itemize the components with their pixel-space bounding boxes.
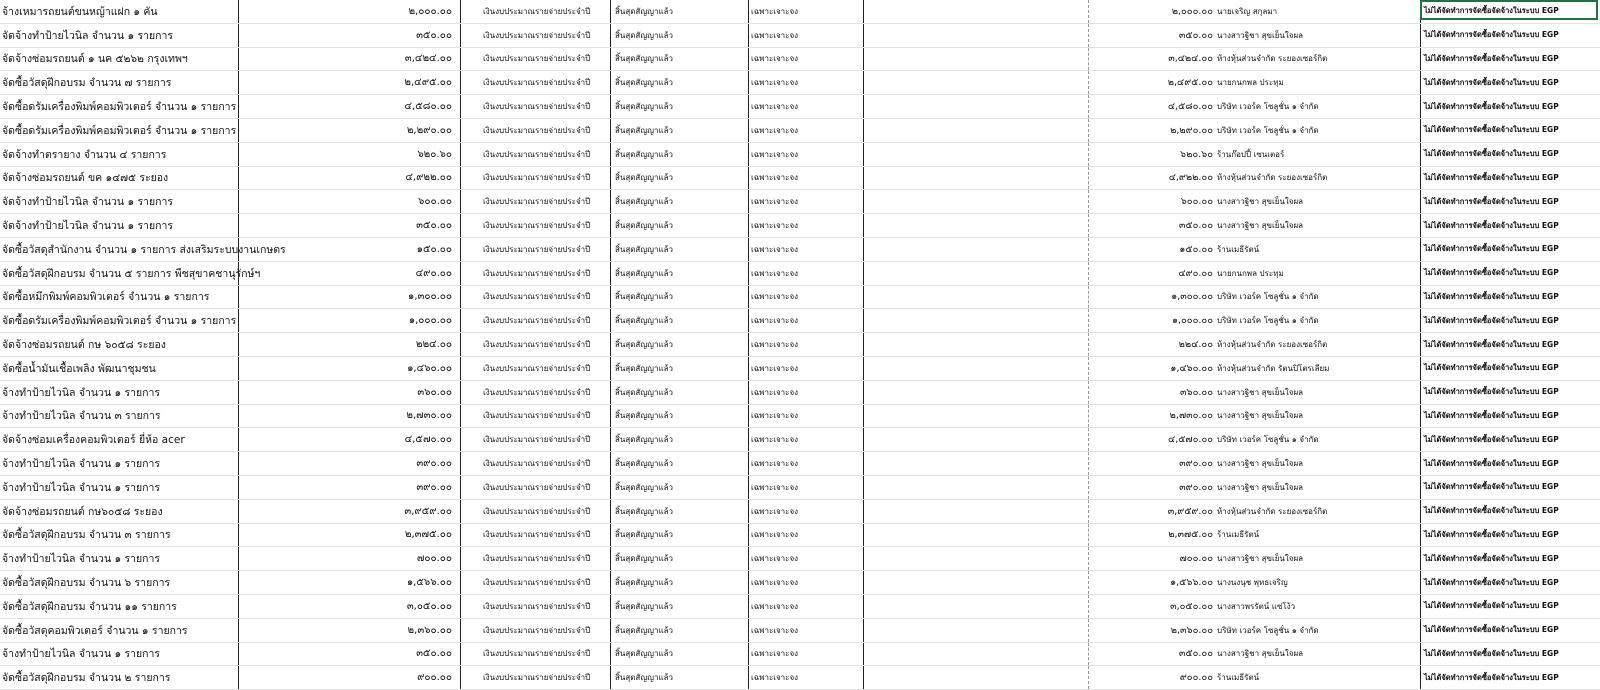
empty-cell[interactable] — [863, 286, 1088, 309]
item-name-cell[interactable]: จัดจ้างทำป้ายไวนิล จำนวน ๑ รายการ — [2, 196, 174, 209]
item-name-cell[interactable]: จัดจ้างซ่อมรถยนต์ กษ๖๐๕๘ ระยอง — [2, 505, 163, 518]
table-row — [0, 571, 1600, 595]
table-row — [0, 428, 1600, 452]
budget-cell[interactable]: ๖๒๐.๖๐ — [238, 143, 460, 166]
contract-status-cell[interactable]: สิ้นสุดสัญญาแล้ว — [610, 286, 748, 309]
egp-note-cell[interactable]: ไม่ได้จัดทำการจัดซื้อจัดจ้างในระบบ EGP — [1420, 309, 1600, 332]
item-name-cell[interactable]: จัดจ้างทำป้ายไวนิล จำนวน ๑ รายการ — [2, 29, 174, 42]
contract-status-cell[interactable]: สิ้นสุดสัญญาแล้ว — [610, 95, 748, 118]
contract-status-cell[interactable]: สิ้นสุดสัญญาแล้ว — [610, 214, 748, 237]
procurement-method-cell[interactable]: เฉพาะเจาะจง — [748, 428, 863, 451]
empty-cell[interactable] — [863, 428, 1088, 451]
contract-status-cell[interactable]: สิ้นสุดสัญญาแล้ว — [610, 666, 748, 689]
budget-cell[interactable]: ๔,๕๘๐.๐๐ — [238, 95, 460, 118]
budget-cell[interactable]: ๒,๐๐๐.๐๐ — [238, 0, 460, 23]
fund-source-cell[interactable]: เงินงบประมาณรายจ่ายประจำปี — [460, 309, 610, 332]
contract-amount-cell[interactable]: ๓,๐๕๐.๐๐ — [1088, 595, 1215, 618]
item-name-cell[interactable]: จัดจ้างซ่อมรถยนต์ กษ ๖๐๕๘ ระยอง — [2, 339, 166, 352]
vendor-cell[interactable]: บริษัท เวอร์ค โซลูชั่น ๑ จำกัด — [1217, 102, 1319, 112]
budget-cell[interactable]: ๓๙๐.๐๐ — [238, 476, 460, 499]
budget-cell[interactable]: ๒,๗๓๐.๐๐ — [238, 405, 460, 428]
vendor-cell[interactable]: ห้างหุ้นส่วนจำกัด ระยองเซอร์กิต — [1217, 340, 1328, 350]
procurement-method-cell[interactable]: เฉพาะเจาะจง — [748, 0, 863, 23]
contract-amount-cell[interactable]: ๓๙๐.๐๐ — [1088, 476, 1215, 499]
budget-cell[interactable]: ๒,๓๖๐.๐๐ — [238, 619, 460, 642]
vendor-cell[interactable]: นางสาวฐิชา สุขเย็นใจผล — [1217, 387, 1304, 397]
procurement-method-cell[interactable]: เฉพาะเจาะจง — [748, 500, 863, 523]
contract-status-cell[interactable]: สิ้นสุดสัญญาแล้ว — [610, 428, 748, 451]
empty-cell[interactable] — [863, 571, 1088, 594]
contract-status-cell[interactable]: สิ้นสุดสัญญาแล้ว — [610, 119, 748, 142]
contract-amount-cell[interactable]: ๓๙๐.๐๐ — [1088, 452, 1215, 475]
budget-cell[interactable]: ๓๙๐.๐๐ — [238, 452, 460, 475]
table-row — [0, 619, 1600, 643]
egp-note-cell[interactable]: ไม่ได้จัดทำการจัดซื้อจัดจ้างในระบบ EGP — [1420, 262, 1600, 285]
empty-cell[interactable] — [863, 357, 1088, 380]
empty-cell[interactable] — [863, 595, 1088, 618]
procurement-method-cell[interactable]: เฉพาะเจาะจง — [748, 95, 863, 118]
item-name-cell[interactable]: จัดซื้อดรัมเครื่องพิมพ์คอมพิวเตอร์ จำนวน ๑ รายการ — [2, 124, 237, 137]
egp-note-cell[interactable]: ไม่ได้จัดทำการจัดซื้อจัดจ้างในระบบ EGP — [1420, 119, 1600, 142]
empty-cell[interactable] — [863, 524, 1088, 547]
empty-cell[interactable] — [863, 381, 1088, 404]
item-name-cell[interactable]: จ้างทำป้ายไวนิล จำนวน ๑ รายการ — [2, 458, 161, 471]
contract-status-cell[interactable]: สิ้นสุดสัญญาแล้ว — [610, 24, 748, 47]
item-name-cell[interactable]: จัดซื้อวัสดุฝึกอบรม จำนวน ๗ รายการ — [2, 77, 172, 90]
item-name-cell[interactable]: จัดซื้อวัสดุสำนักงาน จำนวน ๑ รายการ ส่งเสริมระบบงานเกษตร — [2, 243, 286, 256]
contract-amount-cell[interactable]: ๔,๕๗๐.๐๐ — [1088, 428, 1215, 451]
egp-note-cell[interactable]: ไม่ได้จัดทำการจัดซื้อจัดจ้างในระบบ EGP — [1420, 571, 1600, 594]
contract-status-cell[interactable]: สิ้นสุดสัญญาแล้ว — [610, 524, 748, 547]
contract-status-cell[interactable]: สิ้นสุดสัญญาแล้ว — [610, 452, 748, 475]
egp-note-cell[interactable]: ไม่ได้จัดทำการจัดซื้อจัดจ้างในระบบ EGP — [1420, 643, 1600, 666]
contract-amount-cell[interactable]: ๔๙๐.๐๐ — [1088, 262, 1215, 285]
vendor-cell[interactable]: ร้านเมธีรัตน์ — [1217, 530, 1260, 540]
contract-amount-cell[interactable]: ๙๐๐.๐๐ — [1088, 666, 1215, 689]
fund-source-cell[interactable]: เงินงบประมาณรายจ่ายประจำปี — [460, 214, 610, 237]
item-name-cell[interactable]: จัดซื้อวัสดุคอมพิวเตอร์ จำนวน ๑ รายการ — [2, 624, 188, 637]
table-row — [0, 262, 1600, 286]
item-name-cell[interactable]: จ้างทำป้ายไวนิล จำนวน ๓ รายการ — [2, 410, 161, 423]
contract-amount-cell[interactable]: ๑,๓๐๐.๐๐ — [1088, 286, 1215, 309]
budget-cell[interactable]: ๓๕๐.๐๐ — [238, 643, 460, 666]
vendor-cell[interactable]: นายกนกพล ประทุม — [1217, 268, 1284, 278]
fund-source-cell[interactable]: เงินงบประมาณรายจ่ายประจำปี — [460, 500, 610, 523]
budget-cell[interactable]: ๒,๓๗๕.๐๐ — [238, 524, 460, 547]
empty-cell[interactable] — [863, 167, 1088, 190]
vendor-cell[interactable]: นางสาวฐิชา สุขเย็นใจผล — [1217, 221, 1304, 231]
contract-status-cell[interactable]: สิ้นสุดสัญญาแล้ว — [610, 500, 748, 523]
empty-cell[interactable] — [863, 238, 1088, 261]
item-name-cell[interactable]: จัดจ้างทำป้ายไวนิล จำนวน ๑ รายการ — [2, 220, 174, 233]
vendor-cell[interactable]: นางสาวพรรัตน์ แซ่โง้ว — [1217, 601, 1296, 611]
egp-note-cell[interactable]: ไม่ได้จัดทำการจัดซื้อจัดจ้างในระบบ EGP — [1420, 476, 1600, 499]
empty-cell[interactable] — [863, 0, 1088, 23]
egp-note-cell[interactable]: ไม่ได้จัดทำการจัดซื้อจัดจ้างในระบบ EGP — [1420, 500, 1600, 523]
budget-cell[interactable]: ๔,๕๗๐.๐๐ — [238, 428, 460, 451]
budget-cell[interactable]: ๓๖๐.๐๐ — [238, 381, 460, 404]
empty-cell[interactable] — [863, 476, 1088, 499]
item-name-cell[interactable]: จัดซื้อวัสดุฝึกอบรม จำนวน ๖ รายการ — [2, 577, 171, 590]
vendor-cell[interactable]: บริษัท เวอร์ค โซลูชั่น ๑ จำกัด — [1217, 292, 1319, 302]
procurement-method-cell[interactable]: เฉพาะเจาะจง — [748, 309, 863, 332]
contract-amount-cell[interactable]: ๑๕๐.๐๐ — [1088, 238, 1215, 261]
egp-note-cell[interactable]: ไม่ได้จัดทำการจัดซื้อจัดจ้างในระบบ EGP — [1420, 24, 1600, 47]
contract-amount-cell[interactable]: ๓๕๐.๐๐ — [1088, 214, 1215, 237]
table-row — [0, 0, 1600, 24]
procurement-method-cell[interactable]: เฉพาะเจาะจง — [748, 524, 863, 547]
table-row — [0, 214, 1600, 238]
item-name-cell[interactable]: จ้างทำป้ายไวนิล จำนวน ๑ รายการ — [2, 386, 161, 399]
egp-note-cell[interactable]: ไม่ได้จัดทำการจัดซื้อจัดจ้างในระบบ EGP — [1420, 95, 1600, 118]
table-row — [0, 190, 1600, 214]
vendor-cell[interactable]: นางสาวฐิชา สุขเย็นใจผล — [1217, 649, 1304, 659]
procurement-method-cell[interactable]: เฉพาะเจาะจง — [748, 167, 863, 190]
egp-note-cell[interactable]: ไม่ได้จัดทำการจัดซื้อจัดจ้างในระบบ EGP — [1420, 524, 1600, 547]
budget-cell[interactable]: ๓๕๐.๐๐ — [238, 24, 460, 47]
budget-cell[interactable]: ๔,๙๒๒.๐๐ — [238, 167, 460, 190]
table-row — [0, 167, 1600, 191]
contract-amount-cell[interactable]: ๑,๔๖๐.๐๐ — [1088, 357, 1215, 380]
budget-cell[interactable]: ๓,๐๕๐.๐๐ — [238, 595, 460, 618]
contract-status-cell[interactable]: สิ้นสุดสัญญาแล้ว — [610, 309, 748, 332]
fund-source-cell[interactable]: เงินงบประมาณรายจ่ายประจำปี — [460, 71, 610, 94]
vendor-cell[interactable]: ร้านเมธีรัตน์ — [1217, 673, 1260, 683]
fund-source-cell[interactable]: เงินงบประมาณรายจ่ายประจำปี — [460, 571, 610, 594]
budget-cell[interactable]: ๑๕๐.๐๐ — [238, 238, 460, 261]
empty-cell[interactable] — [863, 143, 1088, 166]
table-row — [0, 666, 1600, 690]
table-row — [0, 547, 1600, 571]
item-name-cell[interactable]: จ้างเหมารถยนต์ขนหญ้าแฝก ๑ คัน — [2, 5, 158, 18]
table-row — [0, 71, 1600, 95]
budget-cell[interactable]: ๙๐๐.๐๐ — [238, 666, 460, 689]
egp-note-cell[interactable]: ไม่ได้จัดทำการจัดซื้อจัดจ้างในระบบ EGP — [1420, 286, 1600, 309]
budget-cell[interactable]: ๓,๔๒๔.๐๐ — [238, 48, 460, 71]
procurement-method-cell[interactable]: เฉพาะเจาะจง — [748, 571, 863, 594]
egp-note-cell[interactable]: ไม่ได้จัดทำการจัดซื้อจัดจ้างในระบบ EGP — [1420, 428, 1600, 451]
fund-source-cell[interactable]: เงินงบประมาณรายจ่ายประจำปี — [460, 547, 610, 570]
vendor-cell[interactable]: ห้างหุ้นส่วนจำกัด รัตนปิโตรเลียม — [1217, 363, 1330, 373]
contract-status-cell[interactable]: สิ้นสุดสัญญาแล้ว — [610, 571, 748, 594]
empty-cell[interactable] — [863, 547, 1088, 570]
contract-status-cell[interactable]: สิ้นสุดสัญญาแล้ว — [610, 0, 748, 23]
contract-status-cell[interactable]: สิ้นสุดสัญญาแล้ว — [610, 595, 748, 618]
fund-source-cell[interactable]: เงินงบประมาณรายจ่ายประจำปี — [460, 48, 610, 71]
contract-amount-cell[interactable]: ๓,๔๒๔.๐๐ — [1088, 48, 1215, 71]
empty-cell[interactable] — [863, 452, 1088, 475]
vendor-cell[interactable]: ห้างหุ้นส่วนจำกัด ระยองเซอร์กิต — [1217, 54, 1328, 64]
item-name-cell[interactable]: จัดซื้อวัสดุฝึกอบรม จำนวน ๓ รายการ — [2, 529, 171, 542]
contract-amount-cell[interactable]: ๔,๕๘๐.๐๐ — [1088, 95, 1215, 118]
empty-cell[interactable] — [863, 71, 1088, 94]
vendor-cell[interactable]: นายเจริญ สกุลมา — [1217, 6, 1278, 16]
contract-amount-cell[interactable]: ๒,๗๓๐.๐๐ — [1088, 405, 1215, 428]
table-row — [0, 524, 1600, 548]
vendor-cell[interactable]: บริษัท เวอร์ค โซลูชั่น ๑ จำกัด — [1217, 625, 1319, 635]
fund-source-cell[interactable]: เงินงบประมาณรายจ่ายประจำปี — [460, 381, 610, 404]
fund-source-cell[interactable]: เงินงบประมาณรายจ่ายประจำปี — [460, 595, 610, 618]
contract-amount-cell[interactable]: ๓๕๐.๐๐ — [1088, 643, 1215, 666]
table-row — [0, 48, 1600, 72]
contract-status-cell[interactable]: สิ้นสุดสัญญาแล้ว — [610, 619, 748, 642]
contract-status-cell[interactable]: สิ้นสุดสัญญาแล้ว — [610, 143, 748, 166]
fund-source-cell[interactable]: เงินงบประมาณรายจ่ายประจำปี — [460, 190, 610, 213]
fund-source-cell[interactable]: เงินงบประมาณรายจ่ายประจำปี — [460, 119, 610, 142]
fund-source-cell[interactable]: เงินงบประมาณรายจ่ายประจำปี — [460, 619, 610, 642]
procurement-method-cell[interactable]: เฉพาะเจาะจง — [748, 48, 863, 71]
procurement-method-cell[interactable]: เฉพาะเจาะจง — [748, 595, 863, 618]
empty-cell[interactable] — [863, 666, 1088, 689]
vendor-cell[interactable]: บริษัท เวอร์ค โซลูชั่น ๑ จำกัด — [1217, 435, 1319, 445]
contract-amount-cell[interactable]: ๒,๓๗๕.๐๐ — [1088, 524, 1215, 547]
vendor-cell[interactable]: บริษัท เวอร์ค โซลูชั่น ๑ จำกัด — [1217, 316, 1319, 326]
egp-note-cell[interactable]: ไม่ได้จัดทำการจัดซื้อจัดจ้างในระบบ EGP — [1420, 143, 1600, 166]
contract-status-cell[interactable]: สิ้นสุดสัญญาแล้ว — [610, 357, 748, 380]
budget-cell[interactable]: ๖๐๐.๐๐ — [238, 190, 460, 213]
budget-cell[interactable]: ๑,๔๖๐.๐๐ — [238, 357, 460, 380]
item-name-cell[interactable]: จัดซื้อวัสดุฝึกอบรม จำนวน ๑๑ รายการ — [2, 600, 177, 613]
table-row — [0, 500, 1600, 524]
budget-cell[interactable]: ๗๐๐.๐๐ — [238, 547, 460, 570]
empty-cell[interactable] — [863, 405, 1088, 428]
contract-amount-cell[interactable]: ๒,๐๐๐.๐๐ — [1088, 0, 1215, 23]
table-row — [0, 381, 1600, 405]
vendor-cell[interactable]: นางสาวฐิชา สุขเย็นใจผล — [1217, 459, 1304, 469]
item-name-cell[interactable]: จัดจ้างทำตรายาง จำนวน ๔ รายการ — [2, 148, 167, 161]
empty-cell[interactable] — [863, 500, 1088, 523]
item-name-cell[interactable]: จัดซื้อวัสดุฝึกอบรม จำนวน ๕ รายการ พืชสุขาคชานุรักษ์ฯ — [2, 267, 261, 280]
egp-note-cell[interactable]: ไม่ได้จัดทำการจัดซื้อจัดจ้างในระบบ EGP — [1420, 381, 1600, 404]
procurement-method-cell[interactable]: เฉพาะเจาะจง — [748, 357, 863, 380]
budget-cell[interactable]: ๑,๐๐๐.๐๐ — [238, 309, 460, 332]
vendor-cell[interactable]: บริษัท เวอร์ค โซลูชั่น ๑ จำกัด — [1217, 125, 1319, 135]
procurement-method-cell[interactable]: เฉพาะเจาะจง — [748, 24, 863, 47]
egp-note-cell[interactable]: ไม่ได้จัดทำการจัดซื้อจัดจ้างในระบบ EGP — [1420, 405, 1600, 428]
procurement-method-cell[interactable]: เฉพาะเจาะจง — [748, 333, 863, 356]
budget-cell[interactable]: ๒,๔๙๕.๐๐ — [238, 71, 460, 94]
procurement-method-cell[interactable]: เฉพาะเจาะจง — [748, 238, 863, 261]
fund-source-cell[interactable]: เงินงบประมาณรายจ่ายประจำปี — [460, 95, 610, 118]
budget-cell[interactable]: ๒๒๔.๐๐ — [238, 333, 460, 356]
egp-note-cell[interactable]: ไม่ได้จัดทำการจัดซื้อจัดจ้างในระบบ EGP — [1420, 333, 1600, 356]
contract-amount-cell[interactable]: ๑,๐๐๐.๐๐ — [1088, 309, 1215, 332]
fund-source-cell[interactable]: เงินงบประมาณรายจ่ายประจำปี — [460, 428, 610, 451]
vendor-cell[interactable]: ร้านเมธีรัตน์ — [1217, 244, 1260, 254]
egp-note-cell[interactable]: ไม่ได้จัดทำการจัดซื้อจัดจ้างในระบบ EGP — [1420, 48, 1600, 71]
empty-cell[interactable] — [863, 24, 1088, 47]
budget-cell[interactable]: ๒,๒๙๐.๐๐ — [238, 119, 460, 142]
fund-source-cell[interactable]: เงินงบประมาณรายจ่ายประจำปี — [460, 24, 610, 47]
egp-note-cell[interactable]: ไม่ได้จัดทำการจัดซื้อจัดจ้างในระบบ EGP — [1420, 0, 1600, 23]
fund-source-cell[interactable]: เงินงบประมาณรายจ่ายประจำปี — [460, 167, 610, 190]
procurement-method-cell[interactable]: เฉพาะเจาะจง — [748, 619, 863, 642]
contract-status-cell[interactable]: สิ้นสุดสัญญาแล้ว — [610, 381, 748, 404]
table-row — [0, 643, 1600, 667]
contract-amount-cell[interactable]: ๖๐๐.๐๐ — [1088, 190, 1215, 213]
procurement-method-cell[interactable]: เฉพาะเจาะจง — [748, 119, 863, 142]
item-name-cell[interactable]: จัดซื้อดรัมเครื่องพิมพ์คอมพิวเตอร์ จำนวน ๑ รายการ — [2, 101, 237, 114]
procurement-method-cell[interactable]: เฉพาะเจาะจง — [748, 381, 863, 404]
item-name-cell[interactable]: จัดซื้อดรัมเครื่องพิมพ์คอมพิวเตอร์ จำนวน ๑ รายการ — [2, 315, 237, 328]
table-row — [0, 452, 1600, 476]
procurement-method-cell[interactable]: เฉพาะเจาะจง — [748, 666, 863, 689]
budget-cell[interactable]: ๑,๕๖๖.๐๐ — [238, 571, 460, 594]
empty-cell[interactable] — [863, 119, 1088, 142]
contract-amount-cell[interactable]: ๒,๒๙๐.๐๐ — [1088, 119, 1215, 142]
empty-cell[interactable] — [863, 309, 1088, 332]
vendor-cell[interactable]: นางสาวฐิชา สุขเย็นใจผล — [1217, 554, 1304, 564]
table-row — [0, 405, 1600, 429]
fund-source-cell[interactable]: เงินงบประมาณรายจ่ายประจำปี — [460, 452, 610, 475]
procurement-method-cell[interactable]: เฉพาะเจาะจง — [748, 547, 863, 570]
table-row — [0, 357, 1600, 381]
item-name-cell[interactable]: จัดซื้อน้ำมันเชื้อเพลิง พัฒนาชุมชน — [2, 362, 156, 375]
empty-cell[interactable] — [863, 214, 1088, 237]
egp-note-cell[interactable]: ไม่ได้จัดทำการจัดซื้อจัดจ้างในระบบ EGP — [1420, 619, 1600, 642]
item-name-cell[interactable]: จัดจ้างซ่อมเครื่องคอมพิวเตอร์ ยี่ห้อ acer — [2, 434, 185, 447]
contract-status-cell[interactable]: สิ้นสุดสัญญาแล้ว — [610, 262, 748, 285]
vendor-cell[interactable]: นางสาวฐิชา สุขเย็นใจผล — [1217, 30, 1304, 40]
egp-note-cell[interactable]: ไม่ได้จัดทำการจัดซื้อจัดจ้างในระบบ EGP — [1420, 190, 1600, 213]
fund-source-cell[interactable]: เงินงบประมาณรายจ่ายประจำปี — [460, 143, 610, 166]
budget-cell[interactable]: ๓๕๐.๐๐ — [238, 214, 460, 237]
procurement-method-cell[interactable]: เฉพาะเจาะจง — [748, 476, 863, 499]
vendor-cell[interactable]: นางสาวฐิชา สุขเย็นใจผล — [1217, 411, 1304, 421]
procurement-method-cell[interactable]: เฉพาะเจาะจง — [748, 405, 863, 428]
contract-amount-cell[interactable]: ๓๕๐.๐๐ — [1088, 24, 1215, 47]
budget-cell[interactable]: ๔๙๐.๐๐ — [238, 262, 460, 285]
table-row — [0, 143, 1600, 167]
procurement-method-cell[interactable]: เฉพาะเจาะจง — [748, 643, 863, 666]
empty-cell[interactable] — [863, 190, 1088, 213]
fund-source-cell[interactable]: เงินงบประมาณรายจ่ายประจำปี — [460, 643, 610, 666]
table-row — [0, 333, 1600, 357]
procurement-method-cell[interactable]: เฉพาะเจาะจง — [748, 262, 863, 285]
table-row — [0, 95, 1600, 119]
contract-status-cell[interactable]: สิ้นสุดสัญญาแล้ว — [610, 48, 748, 71]
contract-amount-cell[interactable]: ๒,๓๖๐.๐๐ — [1088, 619, 1215, 642]
table-row — [0, 238, 1600, 262]
procurement-method-cell[interactable]: เฉพาะเจาะจง — [748, 143, 863, 166]
fund-source-cell[interactable]: เงินงบประมาณรายจ่ายประจำปี — [460, 357, 610, 380]
empty-cell[interactable] — [863, 333, 1088, 356]
empty-cell[interactable] — [863, 95, 1088, 118]
egp-note-cell[interactable]: ไม่ได้จัดทำการจัดซื้อจัดจ้างในระบบ EGP — [1420, 214, 1600, 237]
table-row — [0, 286, 1600, 310]
procurement-method-cell[interactable]: เฉพาะเจาะจง — [748, 71, 863, 94]
fund-source-cell[interactable]: เงินงบประมาณรายจ่ายประจำปี — [460, 666, 610, 689]
contract-amount-cell[interactable]: ๒,๔๙๕.๐๐ — [1088, 71, 1215, 94]
egp-note-cell[interactable]: ไม่ได้จัดทำการจัดซื้อจัดจ้างในระบบ EGP — [1420, 595, 1600, 618]
contract-status-cell[interactable]: สิ้นสุดสัญญาแล้ว — [610, 547, 748, 570]
item-name-cell[interactable]: จ้างทำป้ายไวนิล จำนวน ๑ รายการ — [2, 553, 161, 566]
vendor-cell[interactable]: นางสาวฐิชา สุขเย็นใจผล — [1217, 482, 1304, 492]
table-row — [0, 309, 1600, 333]
vendor-cell[interactable]: นางนงนุช พุทธเจริญ — [1217, 578, 1288, 588]
contract-amount-cell[interactable]: ๗๐๐.๐๐ — [1088, 547, 1215, 570]
empty-cell[interactable] — [863, 643, 1088, 666]
fund-source-cell[interactable]: เงินงบประมาณรายจ่ายประจำปี — [460, 238, 610, 261]
item-name-cell[interactable]: จัดซื้อหมึกพิมพ์คอมพิวเตอร์ จำนวน ๑ รายการ — [2, 291, 210, 304]
empty-cell[interactable] — [863, 262, 1088, 285]
fund-source-cell[interactable]: เงินงบประมาณรายจ่ายประจำปี — [460, 476, 610, 499]
procurement-method-cell[interactable]: เฉพาะเจาะจง — [748, 286, 863, 309]
vendor-cell[interactable]: ห้างหุ้นส่วนจำกัด ระยองเซอร์กิต — [1217, 506, 1328, 516]
contract-status-cell[interactable]: สิ้นสุดสัญญาแล้ว — [610, 190, 748, 213]
item-name-cell[interactable]: จ้างทำป้ายไวนิล จำนวน ๑ รายการ — [2, 481, 161, 494]
contract-status-cell[interactable]: สิ้นสุดสัญญาแล้ว — [610, 333, 748, 356]
contract-amount-cell[interactable]: ๓,๙๕๙.๐๐ — [1088, 500, 1215, 523]
table-row — [0, 595, 1600, 619]
contract-status-cell[interactable]: สิ้นสุดสัญญาแล้ว — [610, 167, 748, 190]
vendor-cell[interactable]: ร้านก๊อปปี้ เซนเตอร์ — [1217, 149, 1285, 159]
egp-note-cell[interactable]: ไม่ได้จัดทำการจัดซื้อจัดจ้างในระบบ EGP — [1420, 666, 1600, 689]
egp-note-cell[interactable]: ไม่ได้จัดทำการจัดซื้อจัดจ้างในระบบ EGP — [1420, 547, 1600, 570]
egp-note-cell[interactable]: ไม่ได้จัดทำการจัดซื้อจัดจ้างในระบบ EGP — [1420, 357, 1600, 380]
procurement-method-cell[interactable]: เฉพาะเจาะจง — [748, 214, 863, 237]
contract-amount-cell[interactable]: ๓๖๐.๐๐ — [1088, 381, 1215, 404]
item-name-cell[interactable]: จ้างทำป้ายไวนิล จำนวน ๑ รายการ — [2, 648, 161, 661]
budget-cell[interactable]: ๑,๓๐๐.๐๐ — [238, 286, 460, 309]
egp-note-cell[interactable]: ไม่ได้จัดทำการจัดซื้อจัดจ้างในระบบ EGP — [1420, 71, 1600, 94]
empty-cell[interactable] — [863, 48, 1088, 71]
egp-note-cell[interactable]: ไม่ได้จัดทำการจัดซื้อจัดจ้างในระบบ EGP — [1420, 167, 1600, 190]
fund-source-cell[interactable]: เงินงบประมาณรายจ่ายประจำปี — [460, 333, 610, 356]
contract-status-cell[interactable]: สิ้นสุดสัญญาแล้ว — [610, 643, 748, 666]
procurement-method-cell[interactable]: เฉพาะเจาะจง — [748, 452, 863, 475]
fund-source-cell[interactable]: เงินงบประมาณรายจ่ายประจำปี — [460, 0, 610, 23]
egp-note-cell[interactable]: ไม่ได้จัดทำการจัดซื้อจัดจ้างในระบบ EGP — [1420, 452, 1600, 475]
vendor-cell[interactable]: ห้างหุ้นส่วนจำกัด ระยองเซอร์กิต — [1217, 173, 1328, 183]
contract-amount-cell[interactable]: ๖๒๐.๖๐ — [1088, 143, 1215, 166]
fund-source-cell[interactable]: เงินงบประมาณรายจ่ายประจำปี — [460, 524, 610, 547]
contract-amount-cell[interactable]: ๔,๙๒๒.๐๐ — [1088, 167, 1215, 190]
item-name-cell[interactable]: จัดจ้างซ่อมรถยนต์ ๑ นค ๕๒๖๒ กรุงเทพฯ — [2, 53, 188, 66]
procurement-method-cell[interactable]: เฉพาะเจาะจง — [748, 190, 863, 213]
contract-status-cell[interactable]: สิ้นสุดสัญญาแล้ว — [610, 71, 748, 94]
fund-source-cell[interactable]: เงินงบประมาณรายจ่ายประจำปี — [460, 286, 610, 309]
contract-amount-cell[interactable]: ๒๒๔.๐๐ — [1088, 333, 1215, 356]
fund-source-cell[interactable]: เงินงบประมาณรายจ่ายประจำปี — [460, 405, 610, 428]
contract-amount-cell[interactable]: ๑,๕๖๖.๐๐ — [1088, 571, 1215, 594]
budget-cell[interactable]: ๓,๙๕๙.๐๐ — [238, 500, 460, 523]
table-row — [0, 24, 1600, 48]
item-name-cell[interactable]: จัดจ้างซ่อมรถยนต์ ขค ๑๔๗๕ ระยอง — [2, 172, 169, 185]
contract-status-cell[interactable]: สิ้นสุดสัญญาแล้ว — [610, 238, 748, 261]
contract-status-cell[interactable]: สิ้นสุดสัญญาแล้ว — [610, 476, 748, 499]
empty-cell[interactable] — [863, 619, 1088, 642]
vendor-cell[interactable]: นายกนกพล ประทุม — [1217, 78, 1284, 88]
contract-status-cell[interactable]: สิ้นสุดสัญญาแล้ว — [610, 405, 748, 428]
item-name-cell[interactable]: จัดซื้อวัสดุฝึกอบรม จำนวน ๒ รายการ — [2, 672, 171, 685]
table-row — [0, 476, 1600, 500]
table-row — [0, 119, 1600, 143]
fund-source-cell[interactable]: เงินงบประมาณรายจ่ายประจำปี — [460, 262, 610, 285]
egp-note-cell[interactable]: ไม่ได้จัดทำการจัดซื้อจัดจ้างในระบบ EGP — [1420, 238, 1600, 261]
vendor-cell[interactable]: นางสาวฐิชา สุขเย็นใจผล — [1217, 197, 1304, 207]
